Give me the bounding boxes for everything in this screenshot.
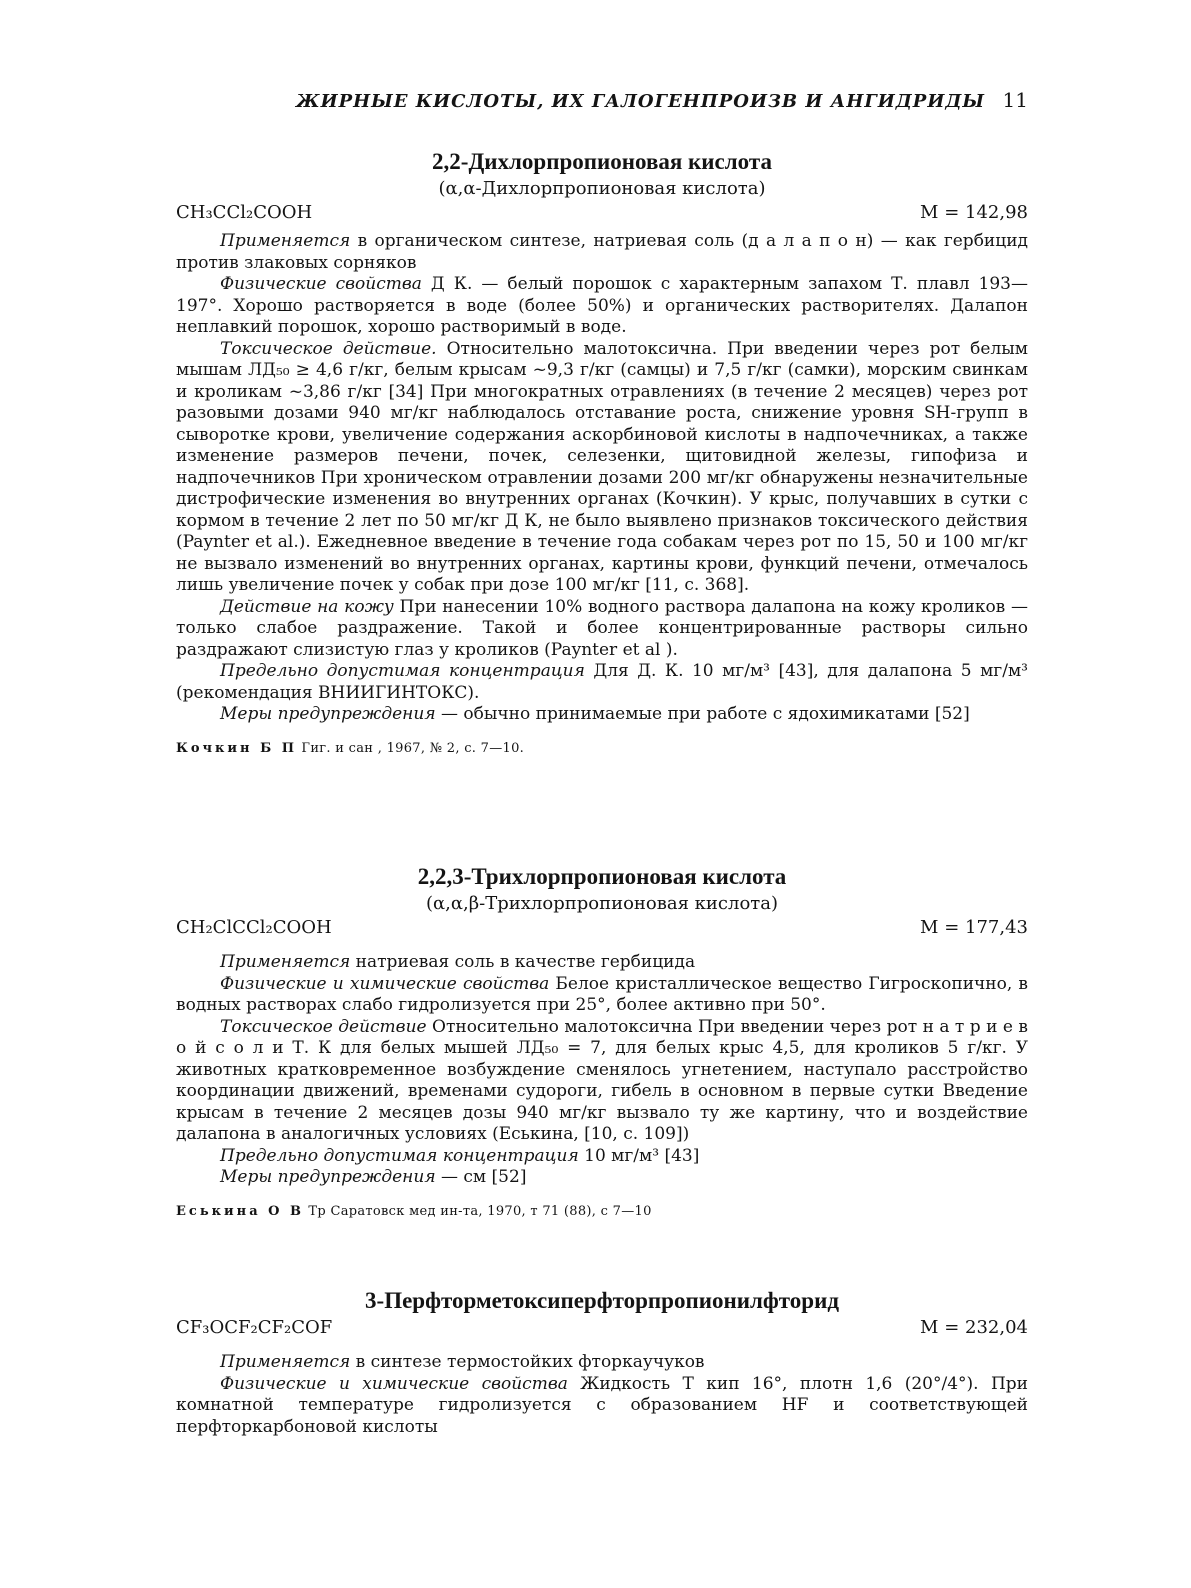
paragraph-precautions: Меры предупреждения — обычно принимаемые при работе с ядохимикатами [52] bbox=[220, 704, 970, 724]
page-number: 11 bbox=[1002, 88, 1028, 112]
paragraph-max-concentration: Предельно допустимая концентрация 10 мг/м³ [43] bbox=[220, 1145, 700, 1166]
chemical-formula: CH₂ClCCl₂COOH bbox=[176, 917, 332, 938]
section-title: 3-Перфторметоксиперфторпропионилфторид bbox=[365, 1288, 839, 1313]
paragraph-precautions: Меры предупреждения — см [52] bbox=[220, 1167, 527, 1187]
molar-mass: M = 142,98 bbox=[920, 202, 1028, 223]
paragraph-application: Применяется в синтезе термостойких фторкаучуков bbox=[220, 1352, 705, 1372]
paragraph-max-concentration: Предельно допустимая концентрация Для Д. К. 10 мг/м³ [43], для далапона 5 мг/м³ (рекомендация ВНИИГИНТОКС). bbox=[176, 661, 1028, 703]
section-perfluoromethoxy-propionyl-fluoride bbox=[176, 1286, 1028, 1438]
section-title: 2,2,3-Трихлорпропионовая кислота bbox=[417, 864, 787, 889]
reference: Еськина О В Тр Саратовск мед ин-та, 1970, т 71 (88), с 7—10 bbox=[176, 1203, 652, 1219]
formula-row bbox=[176, 1316, 1028, 1340]
paragraph-application: Применяется в органическом синтезе, натриевая соль (д а л а п о н) — как гербицид против злаковых сорняков bbox=[176, 231, 1028, 273]
section-subtitle: (α,α-Дихлорпропионовая кислота) bbox=[438, 178, 766, 199]
running-header bbox=[296, 88, 1028, 112]
section-title: 2,2-Дихлорпропионовая кислота bbox=[432, 149, 772, 174]
paragraph-toxicity: Токсическое действие Относительно малотоксична При введении через рот н а т р и е в о й с о л и Т. К для белых мышей ЛД₅₀ = 7, для белых крыс 4,5, для кроликов 5 г/кг. У животных кратковременное возбуждение сменялось угнетением, наступало расстройство координации движений, временами судороги, гибель в основном в первые сутки Введение крысам в течение 2 месяцев дозы 940 мг/кг вызвало ту же картину, что и воздействие далапона в аналогичных условиях (Еськина, [10, с. 109]) bbox=[176, 1016, 1028, 1144]
section-dichloropropionic-acid bbox=[176, 147, 1028, 758]
paragraph-application: Применяется натриевая соль в качестве гербицида bbox=[220, 952, 696, 972]
formula-row bbox=[176, 916, 1028, 940]
reference: Кочкин Б П Гиг. и сан , 1967, № 2, с. 7—10. bbox=[176, 740, 525, 756]
molar-mass: M = 232,04 bbox=[920, 1317, 1028, 1338]
section-subtitle: (α,α,β-Трихлорпропионовая кислота) bbox=[425, 893, 778, 914]
paragraph-toxicity: Токсическое действие. Относительно малотоксична. При введении через рот белым мышам ЛД₅₀ ≥ 4,6 г/кг, белым крысам ~9,3 г/кг (самцы) и 7,5 г/кг (самки), морским свинкам и кроликам ~3,86 г/кг [34] При многократных отравлениях (в течение 2 месяцев) через рот разовыми дозами 940 мг/кг наблюдалось отставание роста, снижение уровня SH-групп в сыворотке крови, увеличение содержания аскорбиновой кислоты в надпочечниках, а также изменение размеров печени, почек, селезенки, щитовидной железы, гипофиза и надпочечников При хроническом отравлении дозами 200 мг/кг обнаружены незначительные дистрофические изменения во внутренних органах (Кочкин). У крыс, получавших в сутки с кормом в течение 2 лет по 50 мг/кг Д К, не было выявлено признаков токсического действия (Paynter et al.). Ежедневное введение в течение года собакам через рот по 15, 50 и 100 мг/кг не вызвало изменений во внутренних органах, картины крови, функций печени, отмечалось лишь увеличение почек у собак при дозе 100 мг/кг [11, с. 368]. bbox=[176, 338, 1028, 595]
section-trichloropropionic-acid bbox=[176, 862, 1028, 1221]
molar-mass: M = 177,43 bbox=[920, 917, 1028, 938]
formula-row bbox=[176, 201, 1028, 225]
paragraph-physical-properties: Физические свойства Д К. — белый порошок с характерным запахом Т. плавл 193—197°. Хорошо растворяется в воде (более 50%) и органических растворителях. Далапон неплавкий порошок, хорошо растворимый в воде. bbox=[176, 274, 1028, 337]
chemical-formula: CH₃CCl₂COOH bbox=[176, 202, 313, 223]
paragraph-skin-effect: Действие на кожу При нанесении 10% водного раствора далапона на кожу кроликов — только слабое раздражение. Такой и более концентрированные растворы сильно раздражают слизистую глаз у кроликов (Paynter et al ). bbox=[176, 596, 1028, 660]
paragraph-properties: Физические и химические свойства Белое кристаллическое вещество Гигроскопично, в водных растворах слабо гидролизуется при 25°, более активно при 50°. bbox=[176, 973, 1028, 1015]
paragraph-properties: Физические и химические свойства Жидкость Т кип 16°, плотн 1,6 (20°/4°). При комнатной температуре гидролизуется с образованием HF и соответствующей перфторкарбоновой кислоты bbox=[176, 1373, 1028, 1437]
chemical-formula: CF₃OCF₂CF₂COF bbox=[176, 1317, 333, 1338]
running-title: ЖИРНЫЕ КИСЛОТЫ, ИХ ГАЛОГЕНПРОИЗВ И АНГИДРИДЫ bbox=[296, 91, 985, 112]
